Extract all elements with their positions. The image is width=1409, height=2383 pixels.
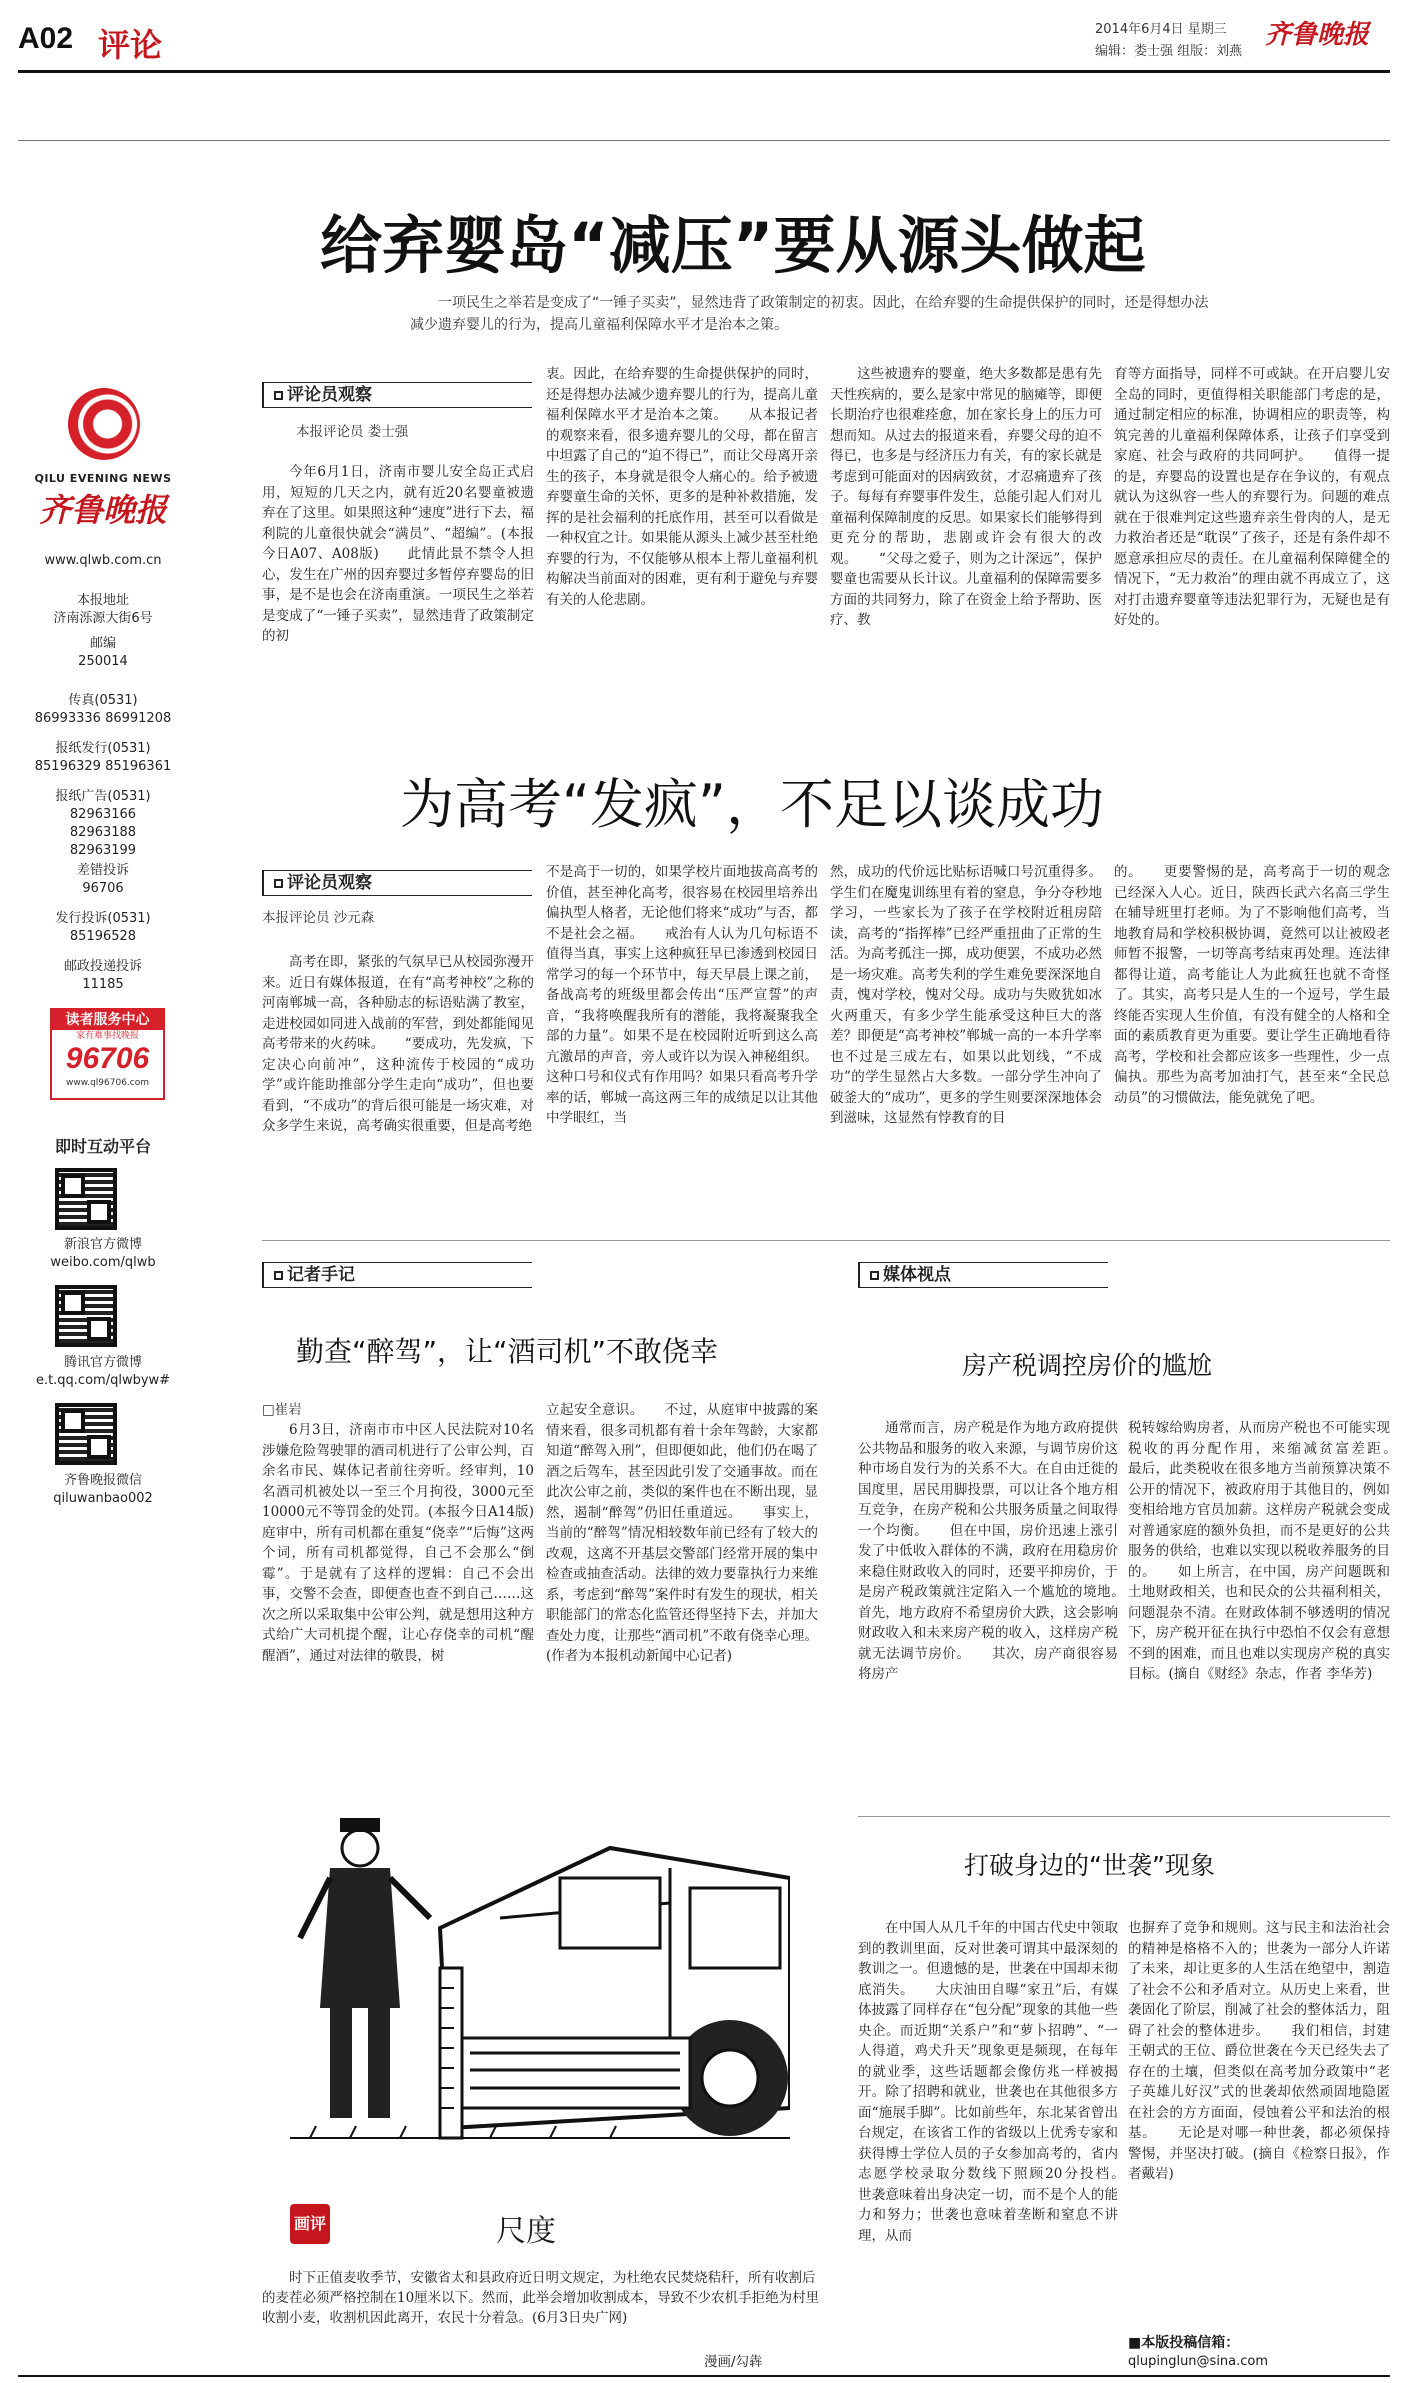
article4-headline: 房产税调控房价的尴尬 bbox=[962, 1351, 1213, 1380]
cartoon-drawing bbox=[290, 1808, 790, 2188]
article2-headline: 为高考“发疯”，不足以谈成功 bbox=[400, 773, 1104, 836]
editors-line: 编辑：娄士强 组版：刘燕 bbox=[1095, 44, 1243, 59]
wechat-label: 齐鲁晚报微信 bbox=[63, 1473, 142, 1488]
article1-col4-text: 育等方面指导，同样不可或缺。在开启婴儿安全岛的同时，更值得相关职能部门考虑的是，通过制定相应的标准，协调相应的职责等，构筑完善的儿童福利保障体系，让孩子们享受到家庭、社会与政府的共同呵护。 值得一提的是，弃婴岛的设置也是存在争议的，有观点就认为这纵容一些人的弃婴行为。问题的难点就在于很难判定这些遗弃亲生骨肉的人，是无力救治者还是“耽误”了孩子，还是有条件却不愿意承担应尽的责任。在儿童福利保障健全的情况下，“无力救治”的理由就不再成立了，这对打击遗弃婴童等违法犯罪行为，无疑也是有好处的。 bbox=[1114, 366, 1390, 628]
article1-col1-text: 今年6月1日，济南市婴儿安全岛正式启用，短短的几天之内，就有近20名婴童被遗弃在了这里。如果照这种“速度”进行下去，福利院的儿童很快就会“满员”、“超编”。(本报今日A07、A08版) 此情此景不禁令人担心，发生在广州的因弃婴过多暂停弃婴岛的旧事，是不是也会在济南重演。一项民生之举若是变成了“一锤子买卖”，显然违背了政策制定的初 bbox=[262, 464, 534, 644]
dist-value: 85196329 85196361 bbox=[34, 759, 172, 774]
cartoon-illustration bbox=[290, 1808, 790, 2188]
tag-square-icon bbox=[274, 391, 283, 400]
ad-label: 报纸广告(0531) bbox=[55, 789, 151, 804]
service-center-banner[interactable] bbox=[50, 1008, 165, 1100]
article3-tag bbox=[262, 1262, 532, 1288]
article1-col3-text: 这些被遗弃的婴童，绝大多数都是患有先天性疾病的，要么是家中常见的脑瘫等，即便长期治疗也很难痊愈，加在家长身上的压力可想而知。从过去的报道来看，弃婴父母的迫不得已，也多是与经济压力有关，有的家长就是考虑到可能面对的因病致贫，才忍痛遗弃了孩子。每每有弃婴事件发生，总能引起人们对儿童福利保障制度的反思。如果家长们能够得到更充分的帮助，悲剧或许会有很大的改观。 “父母之爱子，则为之计深远”，保护婴童也需要从长计议。儿童福利的保障需要多方面的共同努力，除了在资金上给予帮助、医疗、教 bbox=[830, 366, 1102, 628]
article2-col4-text: 的。 更要警惕的是，高考高于一切的观念已经深入人心。近日，陕西长武六名高三学生在辅导班里打老师。为了不影响他们高考，当地教育局和学校积极协调，竟然可以让被殴老师暂不报警，一切等高考结束再处理。连法律都得让道，高考能让人为此疯狂也就不奇怪了。其实，高考只是人生的一个逗号，学生最终能否实现人生价值，有没有健全的人格和全面的素质教育更为重要。要让学生正确地看待高考，学校和社会都应该多一些理性，少一点偏执。那些为高考加油打气，甚至来“全民总动员”的习惯做法，能免就免了吧。 bbox=[1114, 864, 1390, 1106]
header-paper-logo: 齐鲁晚报 bbox=[1265, 20, 1370, 50]
article2-col2 bbox=[546, 862, 818, 1198]
page-number: A02 bbox=[18, 22, 74, 55]
article4-tag-label: 媒体视点 bbox=[883, 1265, 951, 1285]
header-rule-thin bbox=[18, 140, 1390, 141]
article2-col4 bbox=[1114, 862, 1390, 1198]
article1-tag-label: 评论员观察 bbox=[287, 385, 372, 405]
fax-label: 传真(0531) bbox=[68, 693, 138, 708]
article2-col2-text: 不是高于一切的，如果学校片面地拔高高考的价值，甚至神化高考，很容易在校园里培养出偏执型人格者，无论他们将来“成功”与否，都不是社会之福。 戒治有人认为几句标语不值得当真，事实上这种疯狂早已渗透到校园日常学习的每一个环节中，每天早晨上课之前，备战高考的班级里都会传出“压严宣誓”的声音，“我将唤醒我所有的潜能，我将凝聚我全部的力量”。如果不是在校园附近听到这么高亢激昂的声音，旁人或许以为误入神秘组织。这种口号和仪式有作用吗？如果只看高考升学率的话，郸城一高这两三年的成绩足以让其他中学眼红，当 bbox=[546, 864, 818, 1126]
article3-tag-label: 记者手记 bbox=[287, 1265, 355, 1285]
article4-col2 bbox=[1128, 1418, 1390, 1798]
issue-value: 85196528 bbox=[69, 929, 137, 944]
platform-title: 即时互动平台 bbox=[54, 1137, 151, 1156]
wechat-qr-icon[interactable] bbox=[55, 1403, 117, 1465]
tencent-weibo-label: 腾讯官方微博 bbox=[63, 1355, 142, 1370]
article1-tag bbox=[262, 382, 532, 408]
sidebar-url[interactable]: www.qlwb.com.cn bbox=[44, 553, 162, 568]
article3-byline: □崔岩 bbox=[262, 1402, 302, 1418]
issue-date: 2014年6月4日 星期三 bbox=[1095, 22, 1227, 37]
article1-headline: 给弃婴岛“减压”要从源头做起 bbox=[320, 209, 1146, 282]
sina-weibo-label: 新浪官方微博 bbox=[63, 1237, 142, 1252]
fax-value: 86993336 86991208 bbox=[34, 711, 172, 726]
post-value: 11185 bbox=[82, 977, 124, 992]
article5-headline: 打破身边的“世袭”现象 bbox=[964, 1851, 1215, 1880]
article5-col1 bbox=[858, 1918, 1118, 2354]
tag-square-icon bbox=[274, 1271, 283, 1280]
service-number: 96706 bbox=[65, 1042, 150, 1075]
address-label: 本报地址 bbox=[76, 593, 129, 608]
sina-weibo-id[interactable]: weibo.com/qlwb bbox=[50, 1255, 156, 1270]
article4-col2-text: 税转嫁给购房者，从而房产税也不可能实现税收的再分配作用，来缩减贫富差距。 最后，此类税收在很多地方当前预算决策不公开的情况下，被政府用于其他目的，例如变相给地方官员加薪。这样房产税就会变成对普通家庭的额外负担，而不是更好的公共服务的供给，也难以实现以税收养服务的目的。 如上所言，在中国，房产问题既和土地财政相关，也和民众的公共福利相关，问题混杂不清。在财政体制不够透明的情况下，房产税开征在执行中恐怕不仅会有意想不到的困难，而且也难以实现房产税的真实目标。(摘自《财经》杂志，作者 李华芳) bbox=[1128, 1420, 1390, 1682]
postcode-value: 250014 bbox=[78, 654, 128, 669]
sidebar-logo-cn: 齐鲁晚报 bbox=[38, 491, 167, 529]
sidebar-logo-en: QILU EVENING NEWS bbox=[34, 472, 172, 485]
address-value: 济南泺源大街6号 bbox=[53, 611, 153, 626]
article1-col1 bbox=[262, 462, 534, 702]
ad-value: 82963166 82963188 82963199 bbox=[69, 807, 137, 858]
cartoon-badge: 画评 bbox=[290, 2204, 330, 2244]
article2-byline: 本报评论员 沙元森 bbox=[262, 910, 375, 926]
article3-col2 bbox=[546, 1400, 818, 1788]
service-sub: 家有难事找晚报 bbox=[75, 1031, 139, 1041]
article1-col2-text: 衷。因此，在给弃婴的生命提供保护的同时，还是得想办法减少遗弃婴儿的行为，提高儿童福利保障水平才是治本之策。 从本报记者的观察来看，很多遗弃婴儿的父母，都在留言中坦露了自己的“迫不得已”，而让父母离开亲生的孩子，本身就是很令人痛心的。给予被遗弃婴童生命的关怀，更多的是种补救措施，发挥的是社会福利的托底作用，甚至可以看做是一种权宜之计。如果能从源头上减少甚至杜绝弃婴的行为，不仅能够从根本上帮儿童福利机构解决当前面对的困难，更有利于避免与弃婴有关的人伦悲剧。 bbox=[546, 366, 818, 608]
mid-rule bbox=[262, 1240, 1390, 1241]
article4-tag bbox=[858, 1262, 1108, 1288]
complaint-label: 差错投诉 bbox=[76, 863, 129, 878]
footer-rule bbox=[18, 2375, 1390, 2377]
article5-col2 bbox=[1128, 1918, 1390, 2328]
sina-weibo-qr-icon[interactable] bbox=[55, 1168, 117, 1230]
page-header bbox=[0, 0, 1409, 70]
article5-col2-text: 也摒弃了竞争和规则。这与民主和法治社会的精神是格格不入的；世袭为一部分人许诺了未来，却让更多的人生活在绝望中，割造了社会不公和矛盾对立。从历史上来看，世袭固化了阶层，削减了社会的整体活力，阻碍了社会的整体进步。 我们相信，封建王朝式的王位、爵位世袭在今天已经失去了存在的土壤，但类似在高考加分政策中“老子英雄儿好汉”式的世袭却依然顽固地隐匿在社会的方方面面，侵蚀着公平和法治的根基。 无论是对哪一种世袭，都必须保持警惕，并坚决打破。(摘自《检察日报》，作者戴岩) bbox=[1128, 1920, 1390, 2182]
dist-label: 报纸发行(0531) bbox=[55, 741, 151, 756]
article4-col1-text: 通常而言，房产税是作为地方政府提供公共物品和服务的收入来源，与调节房价这种市场自发行为的关系不大。在自由迁徙的国度里，居民用脚投票，可以让各个地方相互竞争，在房产税和公共服务质量之间取得一个均衡。 但在中国，房价迅速上涨引发了中低收入群体的不满，政府在用稳房价来稳住财政收入的同时，还要平抑房价，于是房产税政策就注定陷入一个尴尬的境地。 首先，地方政府不希望房价大跌，这会影响财政收入和未来房产税的收入，这样房产税就无法调节房价。 其次，房产商很容易将房产 bbox=[858, 1420, 1118, 1682]
issue-label: 发行投诉(0531) bbox=[55, 911, 151, 926]
article5-col1-text: 在中国人从几千年的中国古代史中领取到的教训里面，反对世袭可谓其中最深刻的教训之一。但遗憾的是，世袭在中国却未彻底消失。 大庆油田自曝“家丑”后，有媒体披露了同样存在“包分配”现象的其他一些央企。而近期“关系户”和“萝卜招聘”、“一人得道，鸡犬升天”现象更是频现，在每年的就业季，这些话题都会像仿兆一样被揭开。除了招聘和就业，世袭也在其他很多方面“施展手脚”。比如前些年，东北某省曾出台规定，在该省工作的省级以上优秀专家和获得博士学位人员的子女参加高考的，省内志愿学校录取分数线下照顾20分投档。 世袭意味着出身决定一切，而不是个人的能力和努力；世袭也意味着垄断和窒息不讲理，从而 bbox=[858, 1920, 1118, 2244]
complaint-value: 96706 bbox=[82, 881, 124, 896]
article1-lead: 一项民生之举若是变成了“一锤子买卖”，显然违背了政策制定的初衷。因此，在给弃婴的生命提供保护的同时，还是得想办法减少遗弃婴儿的行为，提高儿童福利保障水平才是治本之策。 bbox=[410, 295, 1209, 333]
article4-bottom-rule bbox=[858, 1816, 1390, 1817]
tag-square-icon bbox=[274, 879, 283, 888]
article1-col2 bbox=[546, 364, 818, 702]
article2-col3 bbox=[830, 862, 1102, 1198]
post-label: 邮政投递投诉 bbox=[63, 959, 142, 974]
wechat-id[interactable]: qiluwanbao002 bbox=[53, 1491, 153, 1506]
cartoon-credit: 漫画/勾犇 bbox=[704, 2354, 763, 2370]
article2-col1-text: 高考在即，紧张的气氛早已从校园弥漫开来。近日有媒体报道，在有“高考神校”之称的河南郸城一高，各种励志的标语贴满了教室，走进校园如同进入战前的军营，到处都能闻见高考带来的火药味。 “要成功，先发疯，下定决心向前冲”，这种流传于校园的“成功学”或许能助推部分学生走向“成功”，但也要看到，“不成功”的背后很可能是一场灾难，对众多学生来说，高考确实很重要，但是高考绝 bbox=[262, 954, 534, 1134]
article3-headline: 勤查“醉驾”，让“酒司机”不敢侥幸 bbox=[296, 1335, 719, 1368]
article1-byline: 本报评论员 娄士强 bbox=[296, 424, 409, 440]
article3-col2-text: 立起安全意识。 不过，从庭审中披露的案情来看，很多司机都有着十余年驾龄，大家都知道“醉驾入刑”，但即便如此，他们仍在喝了酒之后驾车，甚至因此引发了交通事故。而在此次公审之前，类似的案件也在不断出现，显然，遏制“醉驾”仍旧任重道远。 事实上，当前的“醉驾”情况相较数年前已经有了较大的改观，这离不开基层交警部门经常开展的集中检查或抽查活动。法律的效力要靠执行力来维系，考虑到“醉驾”案件时有发生的现状，相关职能部门的常态化监管还得坚持下去，并加大查处力度，让那些“酒司机”不敢有侥幸心理。(作者为本报机动新闻中心记者) bbox=[546, 1402, 818, 1664]
sidebar-logo-emblem bbox=[68, 388, 140, 460]
article4-col1 bbox=[858, 1418, 1118, 1798]
cartoon-caption: 时下正值麦收季节，安徽省太和县政府近日明文规定，为杜绝农民焚烧秸秆，所有收割后的麦茬必须严格控制在10厘米以下。然而，此举会增加收割成本，导致不少农机手拒绝为村里收割小麦，收割机因此离开，农民十分着急。(6月3日央广网) bbox=[262, 2270, 820, 2326]
contrib-label: ■本版投稿信箱： bbox=[1128, 2335, 1240, 2351]
tag-square-icon bbox=[870, 1271, 879, 1280]
postcode-label: 邮编 bbox=[89, 636, 116, 651]
article2-col1 bbox=[262, 952, 534, 1198]
service-url: www.ql96706.com bbox=[65, 1078, 150, 1088]
service-title: 读者服务中心 bbox=[52, 1010, 163, 1030]
article1-col4 bbox=[1114, 364, 1390, 702]
article2-tag bbox=[262, 870, 532, 896]
tencent-weibo-qr-icon[interactable] bbox=[55, 1285, 117, 1347]
article3-col1-text: 6月3日，济南市市中区人民法院对10名涉嫌危险驾驶罪的酒司机进行了公审公判，百余名市民、媒体记者前往旁听。经审判，10名酒司机被处以一至三个月拘役，3000元至10000元不等罚金的处罚。(本报今日A14版) 庭审中，所有司机都在重复“侥幸”“后悔”这两个词，所有司机都觉得，自己不会那么“倒霉”。于是就有了这样的逻辑：自己不会出事，交警不会查，即便查也查不到自己……这次之所以采取集中公审公判，就是想用这种方式给广大司机提个醒，让心存侥幸的司机“醒醒酒”，通过对法律的敬畏，树 bbox=[262, 1422, 534, 1664]
article1-col3 bbox=[830, 364, 1102, 702]
contrib-email[interactable]: qlupinglun@sina.com bbox=[1128, 2354, 1269, 2369]
article2-col3-text: 然，成功的代价远比贴标语喊口号沉重得多。学生们在魔鬼训练里有着的窒息，争分夺秒地学习，一些家长为了孩子在学校附近租房陪读，高考的“指挥棒”已经严重扭曲了正常的生活。为高考孤注一掷，成功便罢，不成功必然是一场灾难。高考失利的学生难免要深深地自责，愧对学校，愧对父母。成功与失败犹如冰火两重天，有多少学生能承受这种巨大的落差？即便是“高考神校”郸城一高的一本升学率也不过是三成左右，如果以此划线，“不成功”的学生显然占大多数。一部分学生冲向了破釜大的“成功”，更多的学生则要深深地体会到滋味，这显然有悖教育的目 bbox=[830, 864, 1102, 1126]
header-rule bbox=[18, 70, 1390, 73]
tencent-weibo-id[interactable]: e.t.qq.com/qlwbyw# bbox=[35, 1373, 171, 1388]
article3-col1 bbox=[262, 1420, 534, 1788]
section-name: 评论 bbox=[98, 26, 163, 64]
cartoon-title: 尺度 bbox=[496, 2214, 556, 2249]
article2-tag-label: 评论员观察 bbox=[287, 873, 372, 893]
